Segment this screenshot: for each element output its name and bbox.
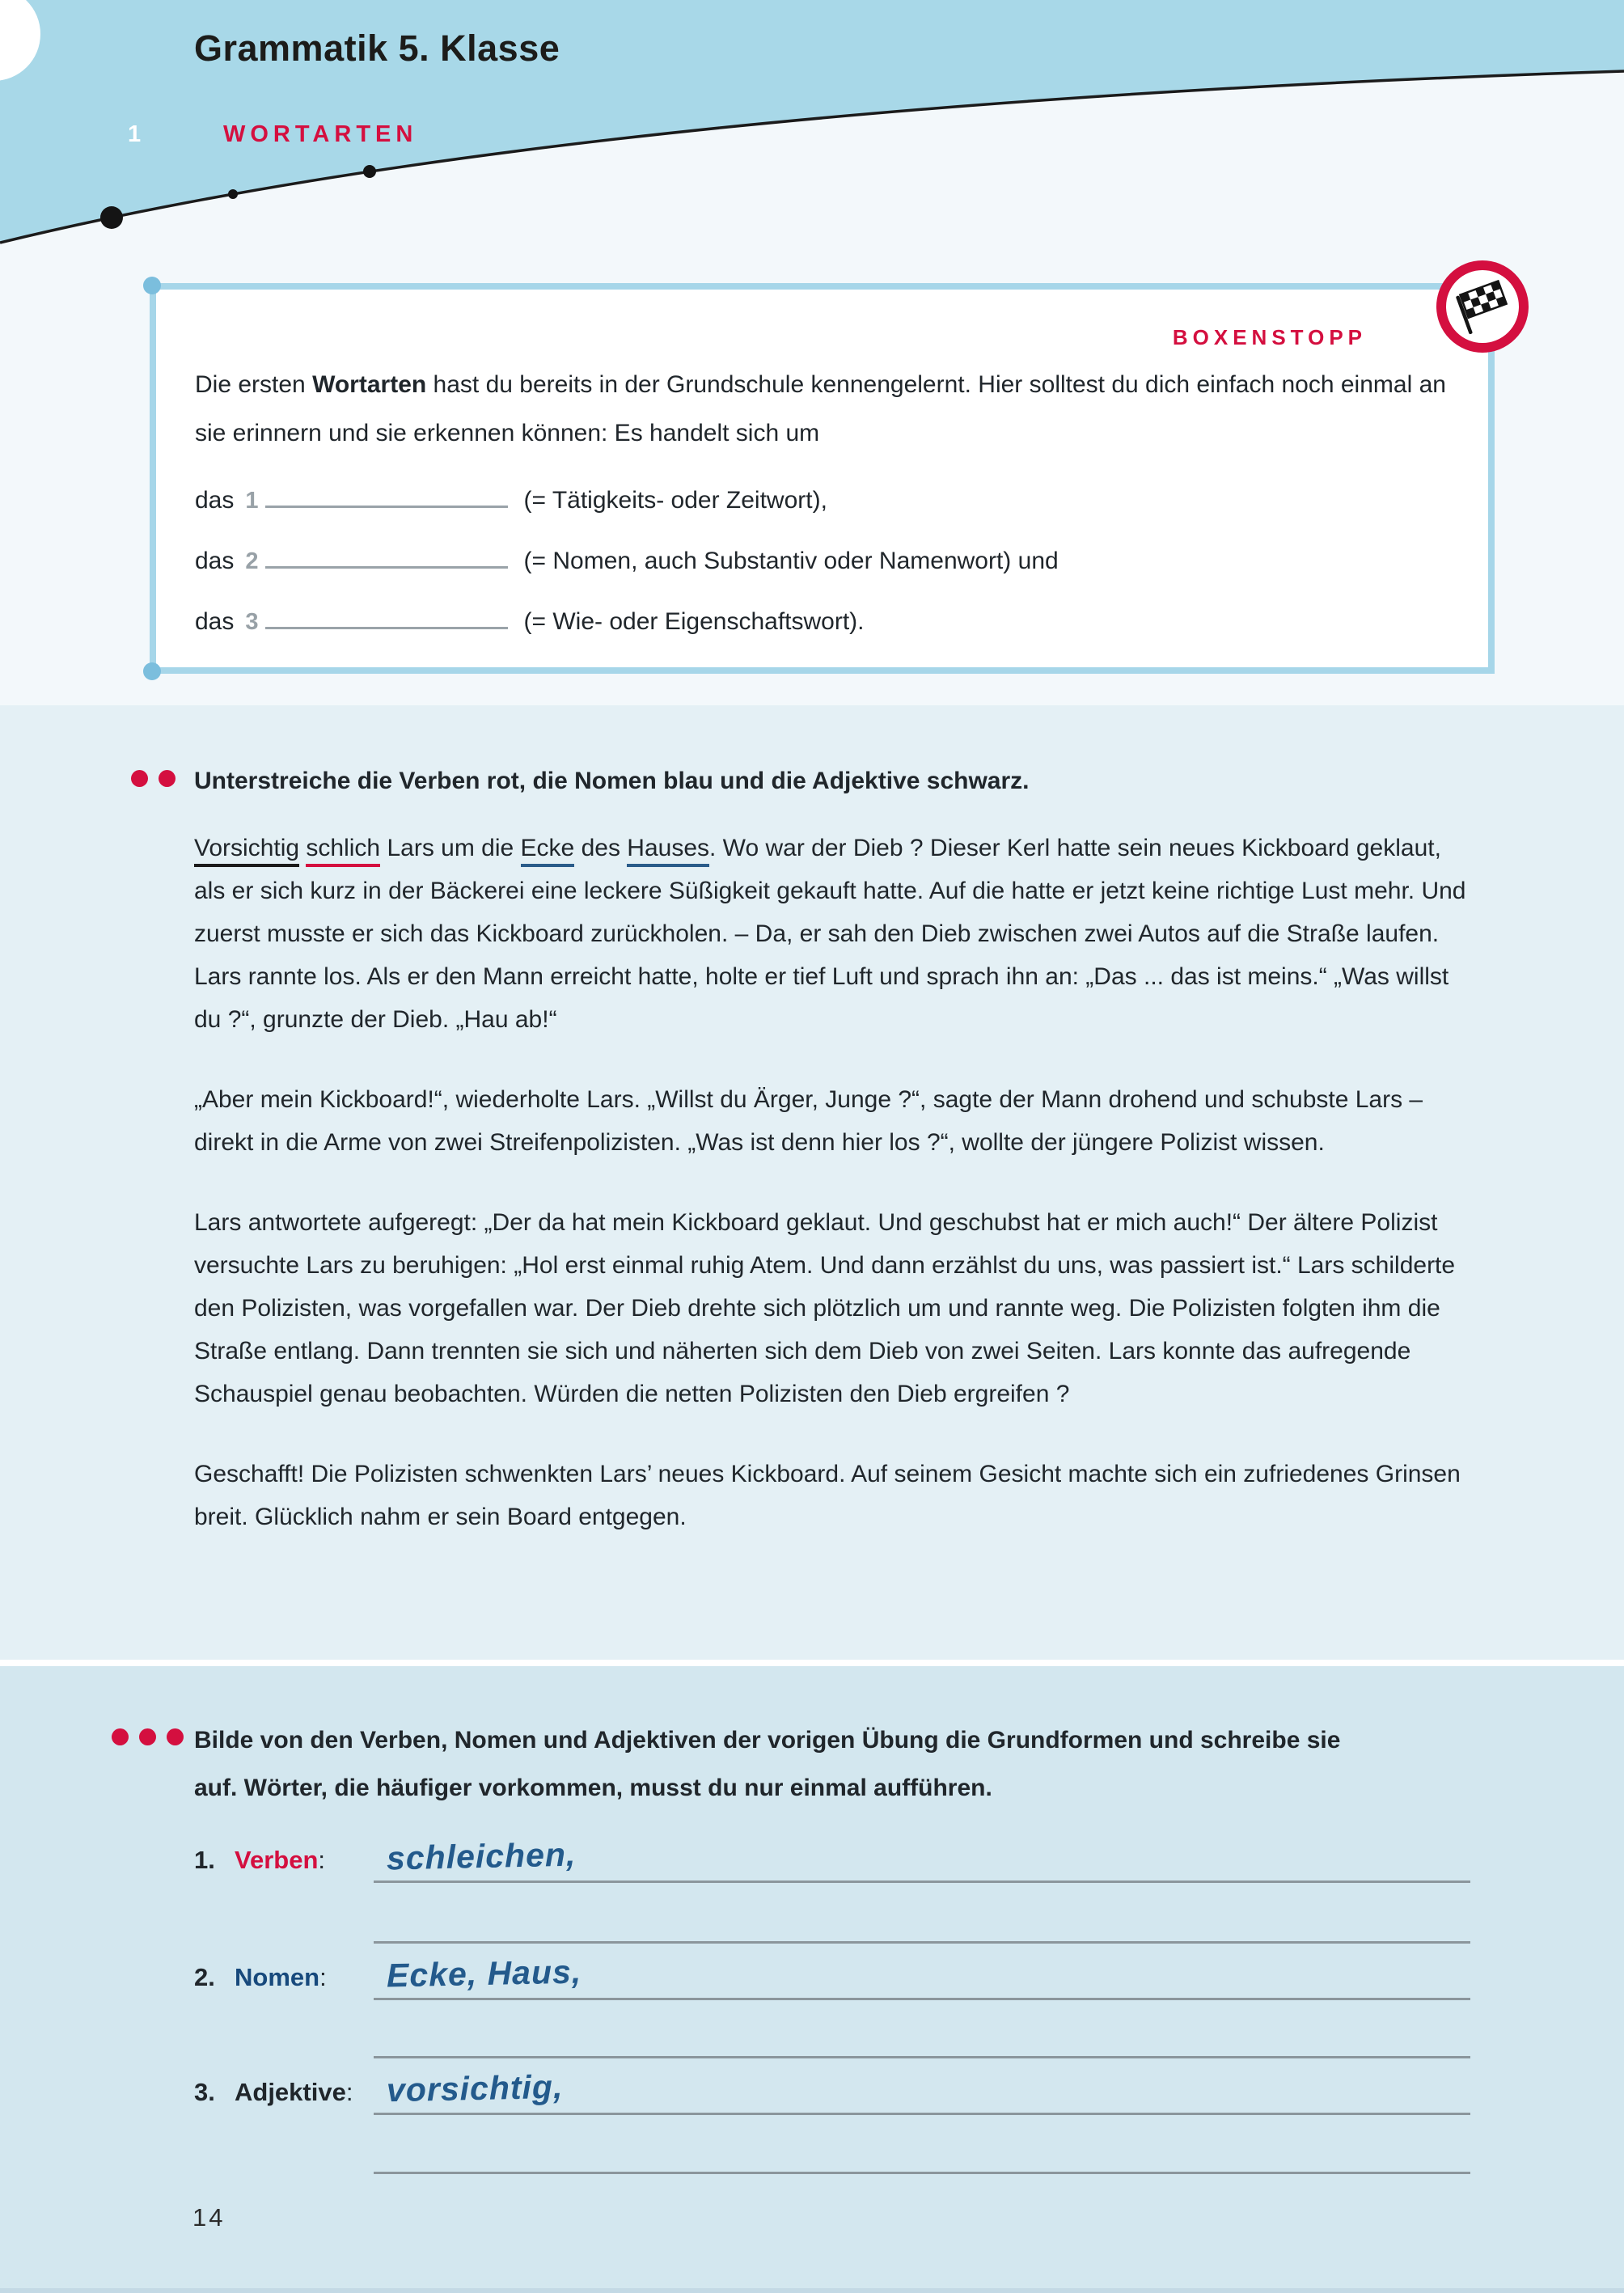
handwritten-answer-verben: schleichen,	[386, 1835, 577, 1877]
fill-in-prefix: das	[195, 487, 235, 514]
fill-in-description: (= Wie- oder Eigenschaftswort).	[523, 608, 865, 635]
exercise-2-instruction: Bilde von den Verben, Nomen und Adjektiven der vorigen Übung die Grundformen und schreibe sie auf. Wörter, die häufiger vorkommen, musst du nur einmal aufführen.	[194, 1727, 1341, 1801]
difficulty-dots	[131, 770, 186, 791]
row-word-class: Nomen	[235, 1963, 320, 1991]
fill-in-number: 2	[245, 548, 259, 574]
underlined-word-blue: Hauses	[627, 835, 709, 867]
page-bottom-edge	[0, 2288, 1624, 2293]
checkered-flag-badge	[1435, 259, 1530, 354]
exercise-1-instruction: Unterstreiche die Verben rot, die Nomen blau und die Adjektive schwarz.	[194, 768, 1030, 794]
passage-paragraph	[194, 827, 1472, 1041]
curve-dot-large	[100, 206, 123, 229]
answer-line[interactable]	[374, 1881, 1470, 1883]
difficulty-dot	[139, 1728, 156, 1745]
passage-paragraph	[194, 1201, 1472, 1415]
underlined-word-blue: Ecke	[521, 835, 575, 867]
answer-line[interactable]	[374, 1998, 1470, 2000]
difficulty-dots	[112, 1728, 194, 1749]
fill-in-number: 1	[245, 488, 259, 514]
box-corner-dot	[143, 662, 161, 680]
answer-row-label-verben	[194, 1846, 325, 1875]
fill-in-row	[195, 485, 1457, 516]
answer-line-blank[interactable]	[374, 2056, 1470, 2058]
row-number: 1.	[194, 1846, 215, 1874]
fill-in-description: (= Nomen, auch Substantiv oder Namenwort) und	[523, 548, 1059, 574]
handwritten-answer-nomen: Ecke, Haus,	[386, 1952, 582, 1995]
passage-paragraph	[194, 1078, 1472, 1164]
intro-text-rest: hast du bereits in der Grundschule kennengelernt. Hier solltest du dich einfach noch einmal an sie erinnern und sie erkennen können: Es handelt sich um	[195, 371, 1446, 446]
row-word-class: Adjektive	[235, 2078, 346, 2106]
difficulty-dot	[167, 1728, 184, 1745]
passage-paragraph	[194, 1453, 1472, 1538]
fill-in-row	[195, 546, 1457, 577]
curve-dot-small	[228, 189, 238, 199]
curve-dot-medium	[363, 165, 376, 178]
row-word-class: Verben	[235, 1846, 319, 1874]
row-number: 2.	[194, 1963, 215, 1991]
reading-passage	[194, 827, 1472, 1576]
chapter-title: WORTARTEN	[223, 121, 418, 147]
box-body	[195, 361, 1457, 667]
row-colon: :	[319, 1963, 327, 1991]
passage-text: des	[574, 835, 628, 861]
intro-text: Die ersten	[195, 371, 313, 398]
answer-line-blank[interactable]	[374, 2172, 1470, 2174]
passage-text: Lars antwortete aufgeregt: „Der da hat mein Kickboard geklaut. Und geschubst hat er mich auch!“ Der ältere Polizist versuchte Lars zu beruhigen: „Hol erst einmal ruhig Atem. Und dann erzählst du uns, was passiert ist.“ Lars schilderte den Polizisten, was vorgefallen war. Der Dieb drehte sich plötzlich um und rannte weg. Die Polizisten folgten ihm die Straße entlang. Dann trennten sie sich und näherten sich dem Dieb von zwei Seiten. Lars konnte das aufregende Schauspiel genau beobachten. Würden die netten Polizisten den Dieb ergreifen ?	[194, 1209, 1456, 1407]
row-colon: :	[318, 1846, 326, 1874]
answer-line[interactable]	[374, 2113, 1470, 2115]
row-colon: :	[345, 2078, 353, 2106]
answer-row-label-adjektive	[194, 2078, 353, 2107]
page-title: Grammatik 5. Klasse	[194, 27, 560, 69]
intro-bold-word: Wortarten	[312, 371, 427, 398]
passage-text: . Wo war der Dieb ? Dieser Kerl hatte sein neues Kickboard geklaut, als er sich kurz in der Bäckerei eine leckere Süßigkeit gekauft hatte. Auf die hatte er jetzt keine richtige Lust mehr. Und zuerst musste er sich das Kickboard zurückholen. – Da, er sah den Dieb zwischen zwei Autos auf die Straße laufen. Lars rannte los. Als er den Mann erreicht hatte, holte er tief Luft und sprach ihn an: „Das ... das ist meins.“ „Was willst du ?“, grunzte der Dieb. „Hau ab!“	[194, 835, 1466, 1033]
chapter-number: 1	[128, 121, 142, 147]
exercise-1-section	[0, 705, 1624, 1660]
handwritten-answer-adjektive: vorsichtig,	[386, 2067, 564, 2109]
fill-in-blank[interactable]	[265, 503, 508, 508]
passage-text: Lars um die	[380, 835, 521, 861]
fill-in-number: 3	[245, 609, 259, 635]
fill-in-blank[interactable]	[265, 564, 508, 569]
fill-in-prefix: das	[195, 608, 235, 635]
fill-in-prefix: das	[195, 548, 235, 574]
difficulty-dot	[159, 770, 176, 787]
fill-in-blank[interactable]	[265, 624, 508, 629]
boxenstopp-label: BOXENSTOPP	[1172, 325, 1367, 349]
answer-row-label-nomen	[194, 1963, 327, 1992]
box-intro-text	[195, 361, 1457, 458]
fill-in-description: (= Tätigkeits- oder Zeitwort),	[523, 487, 827, 514]
passage-text: Geschafft! Die Polizisten schwenkten Lars’ neues Kickboard. Auf seinem Gesicht machte sich ein zufriedenes Grinsen breit. Glücklich nahm er sein Board entgegen.	[194, 1461, 1461, 1530]
underlined-word-black: Vorsichtig	[194, 835, 299, 867]
difficulty-dot	[112, 1728, 129, 1745]
difficulty-dot	[131, 770, 148, 787]
answer-line-blank[interactable]	[374, 1941, 1470, 1944]
boxenstopp-box	[150, 283, 1495, 674]
page-number: 14	[192, 2203, 226, 2232]
header-area	[0, 0, 1624, 705]
underlined-word-red: schlich	[306, 835, 380, 867]
box-corner-dot	[143, 277, 161, 294]
row-number: 3.	[194, 2078, 215, 2106]
exercise-2-section	[0, 1666, 1624, 2293]
passage-text: „Aber mein Kickboard!“, wiederholte Lars. „Willst du Ärger, Junge ?“, sagte der Mann drohend und schubste Lars – direkt in die Arme von zwei Streifenpolizisten. „Was ist denn hier los ?“, wollte der jüngere Polizist wissen.	[194, 1086, 1423, 1156]
fill-in-row	[195, 607, 1457, 637]
